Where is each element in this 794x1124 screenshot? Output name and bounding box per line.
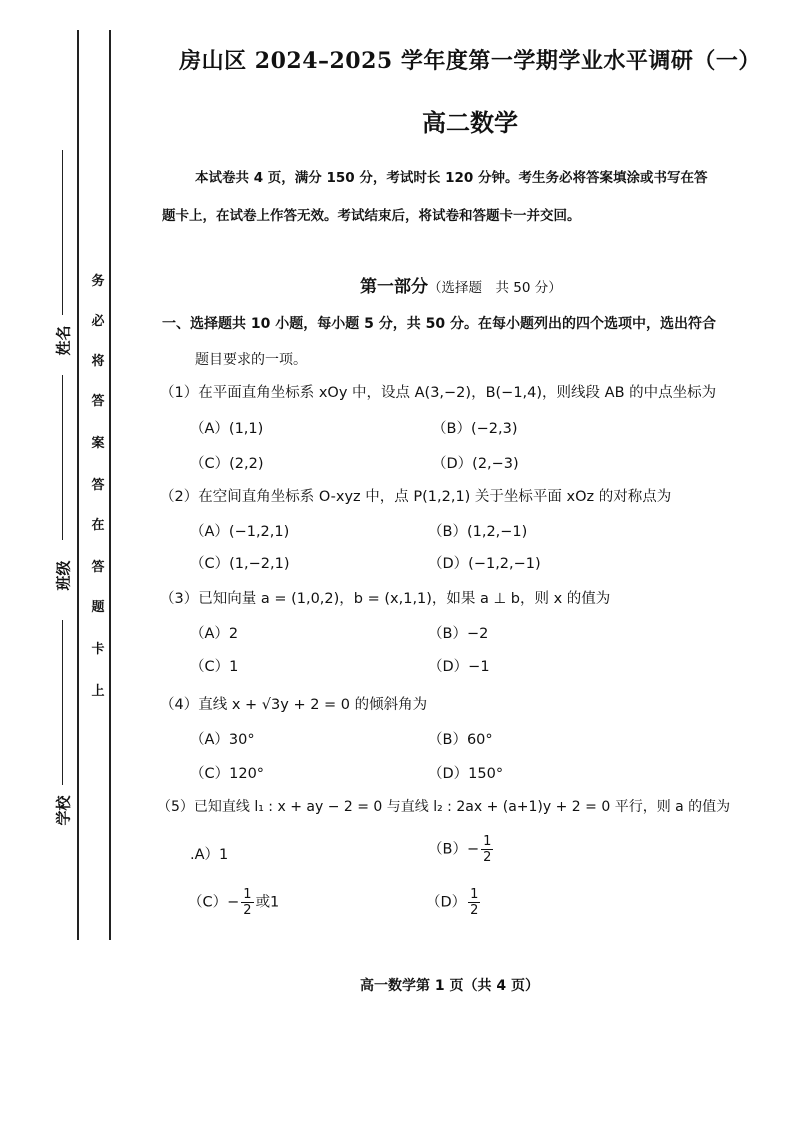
notice-char: 将 — [91, 354, 105, 369]
right-rule — [109, 30, 111, 940]
fraction — [468, 888, 480, 917]
question-stem: （3）已知向量 a = (1,0,2)，b = (x,1,1)，如果 a ⊥ b，则 x 的值为 — [160, 591, 611, 607]
option-d-prefix: （D） — [426, 894, 467, 911]
instructions-line: 本试卷共 4 页，满分 150 分，考试时长 120 分钟。考生务必将答案填涂或书写在答 — [195, 170, 708, 186]
option-b: （B）(−2,3) — [432, 421, 518, 437]
question-stem: （4）直线 x + √3y + 2 = 0 的倾斜角为 — [160, 697, 428, 713]
option-b: （B）(1,2,−1) — [428, 524, 528, 540]
option-c-suffix: 或1 — [255, 894, 280, 911]
option-d: （D）(−1,2,−1) — [428, 556, 541, 572]
option-a: .A）1 — [190, 847, 229, 863]
notice-char: 答 — [91, 560, 105, 575]
left-rule — [77, 30, 79, 940]
section-title: 第一部分 — [360, 277, 428, 297]
section-note: （选择题 共 50 分） — [428, 280, 562, 296]
option-d — [426, 888, 482, 917]
fraction-denominator: 2 — [470, 903, 479, 918]
fraction-numerator: 1 — [470, 887, 479, 902]
part-one-instructions: 题目要求的一项。 — [195, 352, 307, 368]
fraction-numerator: 1 — [243, 887, 252, 902]
notice-char: 案 — [91, 436, 105, 451]
fraction — [241, 888, 253, 917]
notice-char: 上 — [91, 684, 105, 699]
option-a: （A）(1,1) — [190, 421, 264, 437]
class-field-line — [62, 375, 63, 540]
notice-char: 必 — [91, 314, 105, 329]
instructions-line: 题卡上，在试卷上作答无效。考试结束后，将试卷和答题卡一并交回。 — [162, 208, 581, 224]
notice-char: 在 — [91, 518, 105, 533]
school-label: 学校 — [54, 795, 73, 826]
fraction-denominator: 2 — [483, 850, 492, 865]
fraction — [481, 835, 493, 864]
fraction-numerator: 1 — [483, 834, 492, 849]
notice-char: 题 — [91, 600, 105, 615]
option-c: （C）(1,−2,1) — [190, 556, 290, 572]
notice-char: 答 — [91, 478, 105, 493]
fraction-denominator: 2 — [243, 903, 252, 918]
option-b: （B）60° — [428, 732, 493, 748]
option-c: （C）1 — [190, 659, 239, 675]
part-one-instructions: 一、选择题共 10 小题，每小题 5 分，共 50 分。在每小题列出的四个选项中，选出符合 — [162, 316, 716, 332]
exam-title: 房山区 2024–2025 学年度第一学期学业水平调研（一） — [179, 48, 761, 74]
option-c-prefix: （C）− — [188, 894, 240, 911]
option-c: （C）120° — [190, 766, 265, 782]
option-a: （A）(−1,2,1) — [190, 524, 290, 540]
notice-char: 卡 — [91, 642, 105, 657]
subject-title: 高二数学 — [422, 108, 518, 137]
question-stem: （2）在空间直角坐标系 O-xyz 中，点 P(1,2,1) 关于坐标平面 xOz 的对称点为 — [160, 489, 672, 505]
name-label: 姓名 — [54, 325, 73, 356]
option-d: （D）−1 — [428, 659, 490, 675]
option-c — [188, 888, 279, 917]
notice-char: 务 — [91, 274, 105, 289]
page-footer: 高一数学第 1 页（共 4 页） — [360, 978, 539, 994]
option-a: （A）30° — [190, 732, 255, 748]
option-d: （D）(2,−3) — [432, 456, 519, 472]
section-heading — [360, 272, 562, 297]
option-a: （A）2 — [190, 626, 239, 642]
option-b: （B）−2 — [428, 626, 489, 642]
question-stem: （1）在平面直角坐标系 xOy 中，设点 A(3,−2)，B(−1,4)，则线段 AB 的中点坐标为 — [160, 385, 717, 401]
name-field-line — [62, 150, 63, 315]
option-d: （D）150° — [428, 766, 504, 782]
question-stem: （5）已知直线 l₁ : x + ay − 2 = 0 与直线 l₂ : 2ax + (a+1)y + 2 = 0 平行，则 a 的值为 — [157, 799, 731, 815]
option-b — [428, 835, 495, 864]
school-field-line — [62, 620, 63, 785]
option-b-prefix: （B）− — [428, 841, 480, 858]
notice-char: 答 — [91, 394, 105, 409]
class-label: 班级 — [54, 560, 73, 591]
option-c: （C）(2,2) — [190, 456, 264, 472]
